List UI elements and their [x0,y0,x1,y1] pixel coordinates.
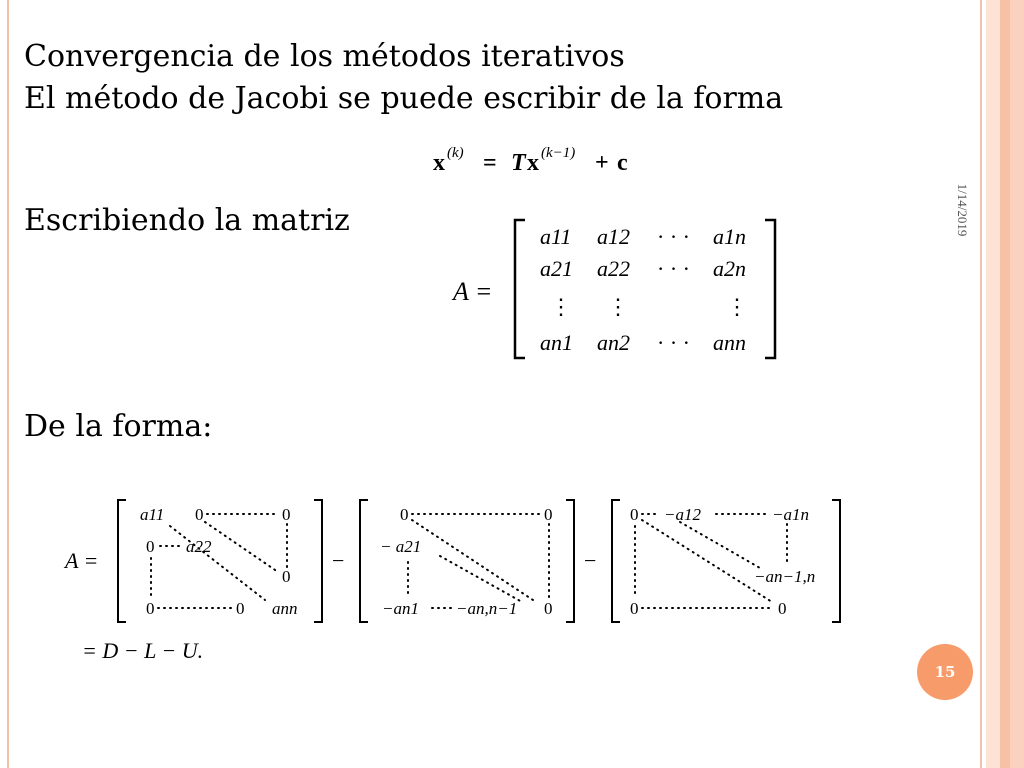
matrix-A-label: A = [453,277,493,306]
cell-vdots-c2: ⋮ [607,294,629,319]
right-band-light [986,0,1000,768]
cell-a22: a22 [597,256,630,281]
matrix-L [360,500,574,622]
left-frame-line [7,0,9,768]
D-zero-bottommid: 0 [236,599,245,618]
formula-c: c [617,150,628,176]
L-zero-top: 0 [400,505,409,524]
text-escribiendo: Escribiendo la matriz [24,203,350,238]
title-line-2: El método de Jacobi se puede escribir de la forma [24,81,784,116]
text-de-la-forma: De la forma: [24,409,213,444]
D-zero-topright: 0 [282,505,291,524]
cell-vdots-c4: ⋮ [726,294,748,319]
D-ann: ann [272,599,298,618]
D-zero-top: 0 [195,505,204,524]
matrix-A [445,208,795,368]
right-band-mid [1000,0,1010,768]
matrix-A-right-bracket [765,220,775,358]
formula-plus: + [595,150,609,176]
matrix-A-left-bracket [515,220,525,358]
matrix-D [118,500,322,622]
U-a1n: −a1n [772,505,809,524]
D-a22: a22 [186,537,212,556]
title-line-1: Convergencia de los métodos iterativos [24,39,625,74]
U-zero-bottomright: 0 [778,599,787,618]
D-zero-right: 0 [282,567,291,586]
L-ann1: −an,n−1 [456,599,518,618]
matrix-decomposition [60,490,860,670]
cell-an2: an2 [597,330,630,355]
right-band-dark [1010,0,1024,768]
cell-dots-r4: · · · [657,330,690,355]
cell-ann: ann [713,330,746,355]
iteration-formula [425,140,645,180]
formula-lhs-sup: (k) [447,145,464,161]
L-an1: −an1 [382,599,419,618]
L-zero-topright: 0 [544,505,553,524]
cell-a2n: a2n [713,256,746,281]
cell-vdots-c1: ⋮ [550,294,572,319]
formula-x: x [527,150,539,176]
decomp-A-label: A = [65,548,99,573]
decomp-minus-2: − [584,548,597,573]
U-zero-top: 0 [630,505,639,524]
cell-dots-r2: · · · [657,256,690,281]
formula-T: T [511,150,526,176]
slide-title [24,36,783,120]
cell-dots-r1: · · · [657,224,690,249]
matrix-U [612,500,840,622]
U-an1n: −an−1,n [754,567,816,586]
right-frame-line [980,0,982,768]
decomp-result: = D − L − U. [82,638,204,663]
cell-an1: an1 [540,330,573,355]
D-zero-bottom: 0 [146,599,155,618]
formula-equals: = [483,150,497,176]
page-number-badge: 15 [917,644,973,700]
cell-a11: a11 [540,224,572,249]
D-a11: a11 [140,505,165,524]
cell-a12: a12 [597,224,630,249]
formula-lhs-x: x [433,150,445,176]
cell-a1n: a1n [713,224,746,249]
U-a12: −a12 [664,505,701,524]
cell-a21: a21 [540,256,573,281]
decomp-minus-1: − [332,548,345,573]
L-zero-bottomright: 0 [544,599,553,618]
formula-x-sup: (k−1) [541,145,576,161]
L-a21: − a21 [380,537,422,556]
D-zero-left: 0 [146,537,155,556]
slide-date: 1/14/2019 [955,183,970,237]
U-zero-bottom: 0 [630,599,639,618]
matrix-A-cells [540,224,748,355]
